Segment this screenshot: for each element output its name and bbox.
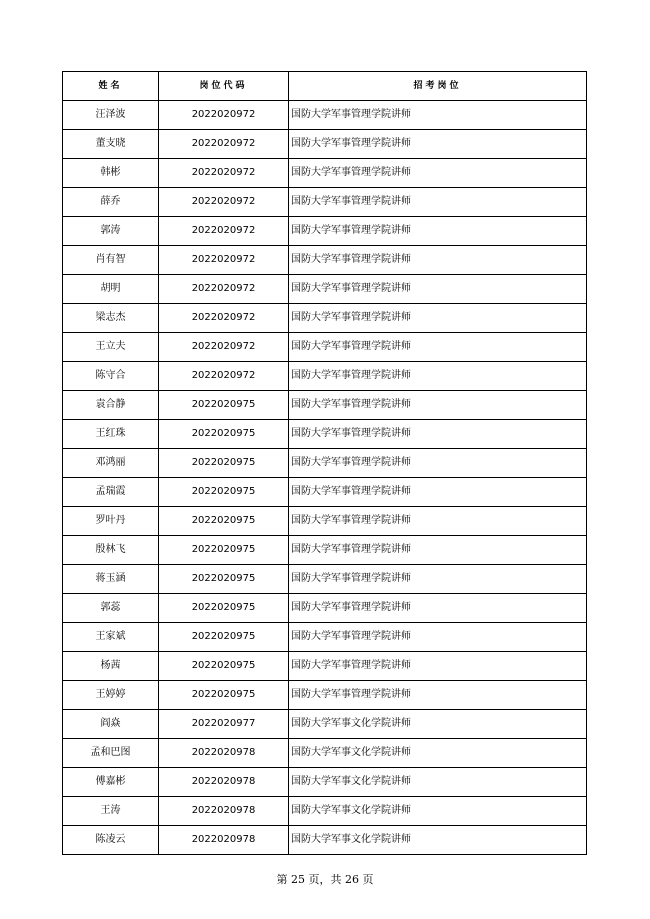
cell-name: 王家斌 xyxy=(63,623,159,652)
cell-name: 陈凌云 xyxy=(63,826,159,855)
cell-post-code: 2022020977 xyxy=(159,710,289,739)
table-row xyxy=(63,101,587,130)
cell-position: 国防大学军事管理学院讲师 xyxy=(289,536,587,565)
cell-position: 国防大学军事管理学院讲师 xyxy=(289,362,587,391)
cell-position: 国防大学军事管理学院讲师 xyxy=(289,478,587,507)
cell-name: 杨茜 xyxy=(63,652,159,681)
table-row xyxy=(63,594,587,623)
table-body xyxy=(63,101,587,855)
candidate-table xyxy=(62,71,587,855)
cell-position: 国防大学军事管理学院讲师 xyxy=(289,652,587,681)
cell-position: 国防大学军事文化学院讲师 xyxy=(289,739,587,768)
cell-name: 罗叶丹 xyxy=(63,507,159,536)
cell-post-code: 2022020975 xyxy=(159,536,289,565)
cell-post-code: 2022020975 xyxy=(159,594,289,623)
cell-position: 国防大学军事管理学院讲师 xyxy=(289,304,587,333)
cell-position: 国防大学军事管理学院讲师 xyxy=(289,623,587,652)
cell-position: 国防大学军事文化学院讲师 xyxy=(289,826,587,855)
cell-name: 殷林飞 xyxy=(63,536,159,565)
cell-name: 邓鸿丽 xyxy=(63,449,159,478)
cell-post-code: 2022020978 xyxy=(159,797,289,826)
cell-position: 国防大学军事文化学院讲师 xyxy=(289,797,587,826)
header-post-code: 岗位代码 xyxy=(159,72,289,101)
cell-post-code: 2022020972 xyxy=(159,188,289,217)
header-position: 招考岗位 xyxy=(289,72,587,101)
cell-name: 王红珠 xyxy=(63,420,159,449)
cell-name: 袁合静 xyxy=(63,391,159,420)
table-row xyxy=(63,420,587,449)
cell-name: 董支晓 xyxy=(63,130,159,159)
cell-post-code: 2022020972 xyxy=(159,217,289,246)
table-row xyxy=(63,362,587,391)
cell-name: 孟和巴图 xyxy=(63,739,159,768)
table-row xyxy=(63,507,587,536)
cell-position: 国防大学军事管理学院讲师 xyxy=(289,275,587,304)
cell-position: 国防大学军事管理学院讲师 xyxy=(289,217,587,246)
table-row xyxy=(63,130,587,159)
candidate-table-container xyxy=(62,71,586,855)
cell-position: 国防大学军事管理学院讲师 xyxy=(289,159,587,188)
cell-position: 国防大学军事管理学院讲师 xyxy=(289,188,587,217)
table-header-row xyxy=(63,72,587,101)
cell-name: 梁志杰 xyxy=(63,304,159,333)
cell-post-code: 2022020975 xyxy=(159,478,289,507)
cell-post-code: 2022020972 xyxy=(159,246,289,275)
table-row xyxy=(63,681,587,710)
table-row xyxy=(63,797,587,826)
cell-position: 国防大学军事管理学院讲师 xyxy=(289,565,587,594)
cell-name: 汪泽波 xyxy=(63,101,159,130)
cell-name: 蒋玉涵 xyxy=(63,565,159,594)
cell-position: 国防大学军事管理学院讲师 xyxy=(289,333,587,362)
table-row xyxy=(63,391,587,420)
cell-post-code: 2022020975 xyxy=(159,652,289,681)
cell-post-code: 2022020972 xyxy=(159,304,289,333)
cell-post-code: 2022020972 xyxy=(159,333,289,362)
cell-name: 郭蕊 xyxy=(63,594,159,623)
table-row xyxy=(63,188,587,217)
cell-position: 国防大学军事管理学院讲师 xyxy=(289,681,587,710)
cell-post-code: 2022020978 xyxy=(159,826,289,855)
cell-name: 肖有智 xyxy=(63,246,159,275)
cell-post-code: 2022020972 xyxy=(159,159,289,188)
table-row xyxy=(63,275,587,304)
cell-post-code: 2022020972 xyxy=(159,362,289,391)
table-row xyxy=(63,652,587,681)
table-row xyxy=(63,768,587,797)
table-row xyxy=(63,739,587,768)
cell-post-code: 2022020975 xyxy=(159,681,289,710)
cell-position: 国防大学军事管理学院讲师 xyxy=(289,101,587,130)
cell-position: 国防大学军事管理学院讲师 xyxy=(289,449,587,478)
page-number: 第 25 页，共 26 页 xyxy=(276,873,374,886)
cell-name: 胡明 xyxy=(63,275,159,304)
header-name: 姓名 xyxy=(63,72,159,101)
cell-post-code: 2022020975 xyxy=(159,449,289,478)
table-row xyxy=(63,449,587,478)
cell-name: 郭涛 xyxy=(63,217,159,246)
cell-name: 陈守合 xyxy=(63,362,159,391)
cell-post-code: 2022020975 xyxy=(159,565,289,594)
table-row xyxy=(63,246,587,275)
cell-post-code: 2022020972 xyxy=(159,101,289,130)
cell-name: 薛乔 xyxy=(63,188,159,217)
table-row xyxy=(63,826,587,855)
cell-position: 国防大学军事管理学院讲师 xyxy=(289,594,587,623)
table-row xyxy=(63,478,587,507)
table-row xyxy=(63,159,587,188)
cell-name: 孟瑞霞 xyxy=(63,478,159,507)
cell-position: 国防大学军事管理学院讲师 xyxy=(289,507,587,536)
table-row xyxy=(63,710,587,739)
cell-post-code: 2022020975 xyxy=(159,507,289,536)
table-row xyxy=(63,304,587,333)
cell-name: 阎焱 xyxy=(63,710,159,739)
cell-position: 国防大学军事管理学院讲师 xyxy=(289,420,587,449)
cell-post-code: 2022020975 xyxy=(159,623,289,652)
cell-position: 国防大学军事管理学院讲师 xyxy=(289,130,587,159)
cell-post-code: 2022020972 xyxy=(159,130,289,159)
cell-position: 国防大学军事文化学院讲师 xyxy=(289,710,587,739)
cell-post-code: 2022020972 xyxy=(159,275,289,304)
cell-position: 国防大学军事管理学院讲师 xyxy=(289,246,587,275)
cell-name: 王立夫 xyxy=(63,333,159,362)
cell-name: 王涛 xyxy=(63,797,159,826)
cell-post-code: 2022020975 xyxy=(159,391,289,420)
table-row xyxy=(63,333,587,362)
table-row xyxy=(63,623,587,652)
cell-name: 韩彬 xyxy=(63,159,159,188)
cell-name: 傅嘉彬 xyxy=(63,768,159,797)
table-row xyxy=(63,217,587,246)
table-row xyxy=(63,536,587,565)
cell-position: 国防大学军事文化学院讲师 xyxy=(289,768,587,797)
cell-post-code: 2022020978 xyxy=(159,768,289,797)
cell-name: 王婷婷 xyxy=(63,681,159,710)
table-row xyxy=(63,565,587,594)
cell-post-code: 2022020975 xyxy=(159,420,289,449)
cell-post-code: 2022020978 xyxy=(159,739,289,768)
cell-position: 国防大学军事管理学院讲师 xyxy=(289,391,587,420)
